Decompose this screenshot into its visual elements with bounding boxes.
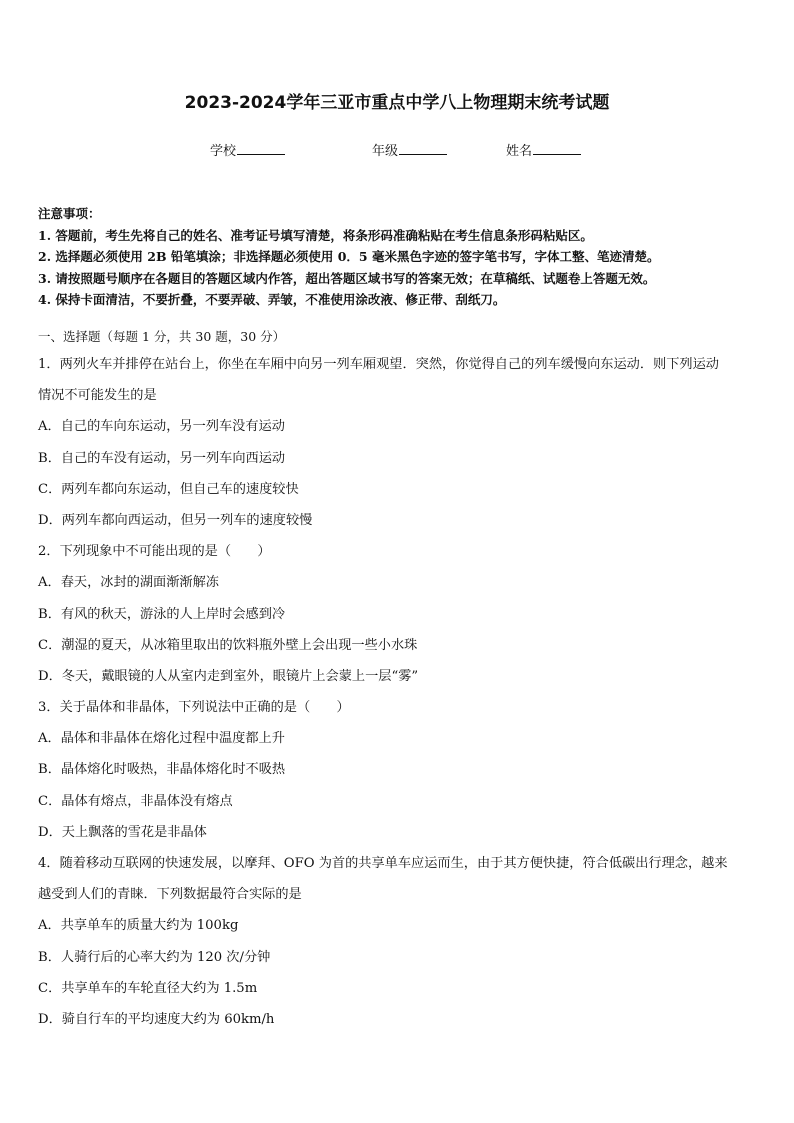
name-blank (533, 142, 581, 155)
option-b: B．有风的秋天，游泳的人上岸时会感到冷 (38, 606, 286, 622)
notes-item: 2. 选择题必须使用 2B 铅笔填涂；非选择题必须使用 0．5 毫米黑色字迹的签字笔书写，字体工整、笔迹清楚。 (38, 249, 660, 264)
option-d: D．冬天，戴眼镜的人从室内走到室外，眼镜片上会蒙上一层“雾” (38, 668, 419, 684)
question-4 (38, 848, 763, 1035)
question-2 (38, 536, 763, 692)
question-1 (38, 349, 763, 536)
option-c: C．两列车都向东运动，但自己车的速度较快 (38, 481, 299, 497)
questions-list (38, 349, 763, 1035)
name-label: 姓名 (506, 144, 533, 159)
school-field (210, 140, 285, 159)
option-c: C．共享单车的车轮直径大约为 1.5m (38, 980, 258, 996)
question-stem-line: 越受到人们的青睐．下列数据最符合实际的是 (38, 887, 302, 903)
option-c: C．晶体有熔点，非晶体没有熔点 (38, 793, 233, 809)
option-a: A．共享单车的质量大约为 100kg (38, 918, 239, 934)
option-d: D．两列车都向西运动，但另一列车的速度较慢 (38, 512, 313, 528)
option-c: C．潮湿的夏天，从冰箱里取出的饮料瓶外壁上会出现一些小水珠 (38, 637, 418, 653)
grade-label: 年级 (372, 144, 399, 159)
notes-block (38, 203, 758, 311)
notes-item: 3. 请按照题号顺序在各题目的答题区域内作答，超出答题区域书写的答案无效；在草稿纸、试题卷上答题无效。 (38, 270, 656, 286)
option-d: D．天上飘落的雪花是非晶体 (38, 824, 207, 840)
question-stem-line: 3．关于晶体和非晶体，下列说法中正确的是（ ） (38, 700, 350, 716)
question-stem-line: 2．下列现象中不可能出现的是（ ） (38, 544, 271, 560)
exam-title: 2023-2024学年三亚市重点中学八上物理期末统考试题 (184, 93, 610, 113)
question-3 (38, 692, 763, 848)
name-field (506, 140, 581, 159)
notes-item: 4. 保持卡面清洁，不要折叠，不要弄破、弄皱，不准使用涂改液、修正带、刮纸刀。 (38, 292, 506, 307)
school-label: 学校 (210, 144, 237, 159)
question-stem-line: 情况不可能发生的是 (38, 388, 157, 404)
option-d: D．骑自行车的平均速度大约为 60km/h (38, 1011, 275, 1027)
grade-field (372, 140, 447, 159)
grade-blank (399, 142, 447, 155)
notes-item: 1. 答题前，考生先将自己的姓名、准考证号填写清楚，将条形码准确粘贴在考生信息条形码粘贴区。 (38, 227, 593, 243)
option-a: A．晶体和非晶体在熔化过程中温度都上升 (38, 731, 285, 747)
question-stem-line: 4．随着移动互联网的快速发展，以摩拜、OFO 为首的共享单车应运而生，由于其方便快捷，符合低碳出行理念，越来 (38, 856, 728, 871)
notes-heading: 注意事项： (38, 206, 101, 221)
option-a: A．自己的车向东运动，另一列车没有运动 (38, 419, 285, 435)
option-b: B．晶体熔化时吸热，非晶体熔化时不吸热 (38, 762, 286, 778)
option-a: A．春天，冰封的湖面渐渐解冻 (38, 575, 219, 591)
option-b: B．人骑行后的心率大约为 120 次/分钟 (38, 949, 271, 965)
section-title: 一、选择题（每题 1 分，共 30 题，30 分） (38, 329, 286, 344)
student-info-row (0, 140, 794, 160)
option-b: B．自己的车没有运动，另一列车向西运动 (38, 450, 286, 466)
school-blank (237, 142, 285, 155)
question-stem-line: 1．两列火车并排停在站台上，你坐在车厢中向另一列车厢观望．突然，你觉得自己的列车缓慢向东运动．则下列运动 (38, 357, 719, 372)
